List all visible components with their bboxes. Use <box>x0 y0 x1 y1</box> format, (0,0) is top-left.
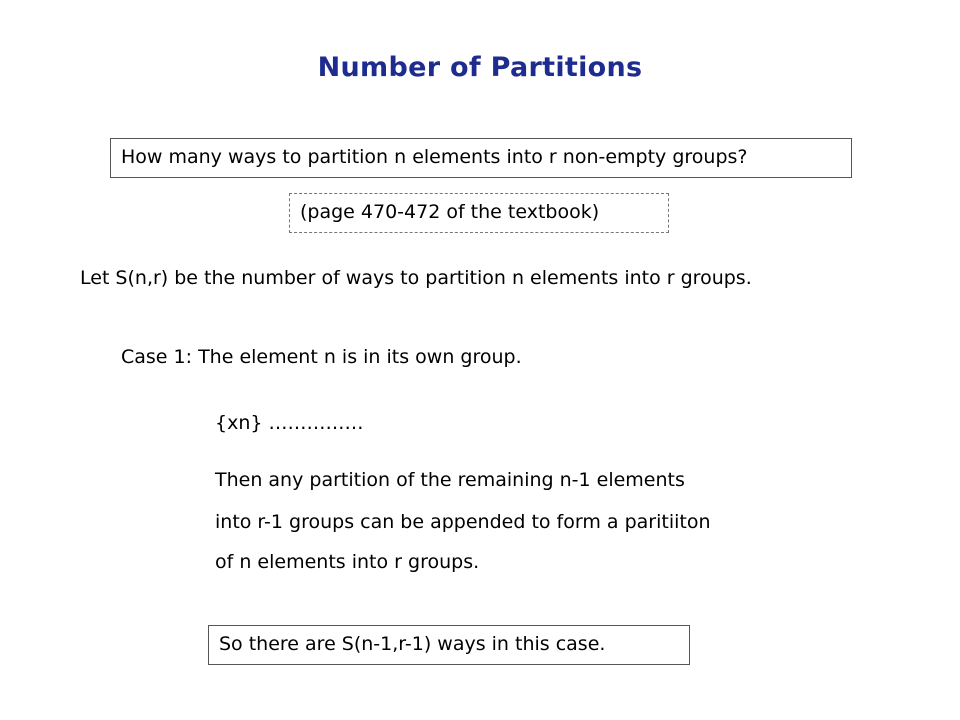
case1-heading: Case 1: The element n is in its own group. <box>121 346 522 368</box>
definition-text: Let S(n,r) be the number of ways to partition n elements into r groups. <box>80 267 752 289</box>
question-text: How many ways to partition n elements into r non-empty groups? <box>121 146 748 168</box>
reference-text: (page 470-472 of the textbook) <box>300 201 600 223</box>
case1-explanation-line-1: Then any partition of the remaining n-1 elements <box>215 469 685 491</box>
slide-title: Number of Partitions <box>317 52 643 83</box>
question-box <box>110 138 852 178</box>
case1-explanation-line-2: into r-1 groups can be appended to form a paritiiton <box>215 511 711 533</box>
conclusion-box <box>208 625 690 665</box>
conclusion-text: So there are S(n-1,r-1) ways in this case. <box>219 633 606 655</box>
case1-explanation-line-3: of n elements into r groups. <box>215 551 480 573</box>
reference-box <box>289 193 669 233</box>
case1-example: {xn} …………… <box>215 412 364 434</box>
